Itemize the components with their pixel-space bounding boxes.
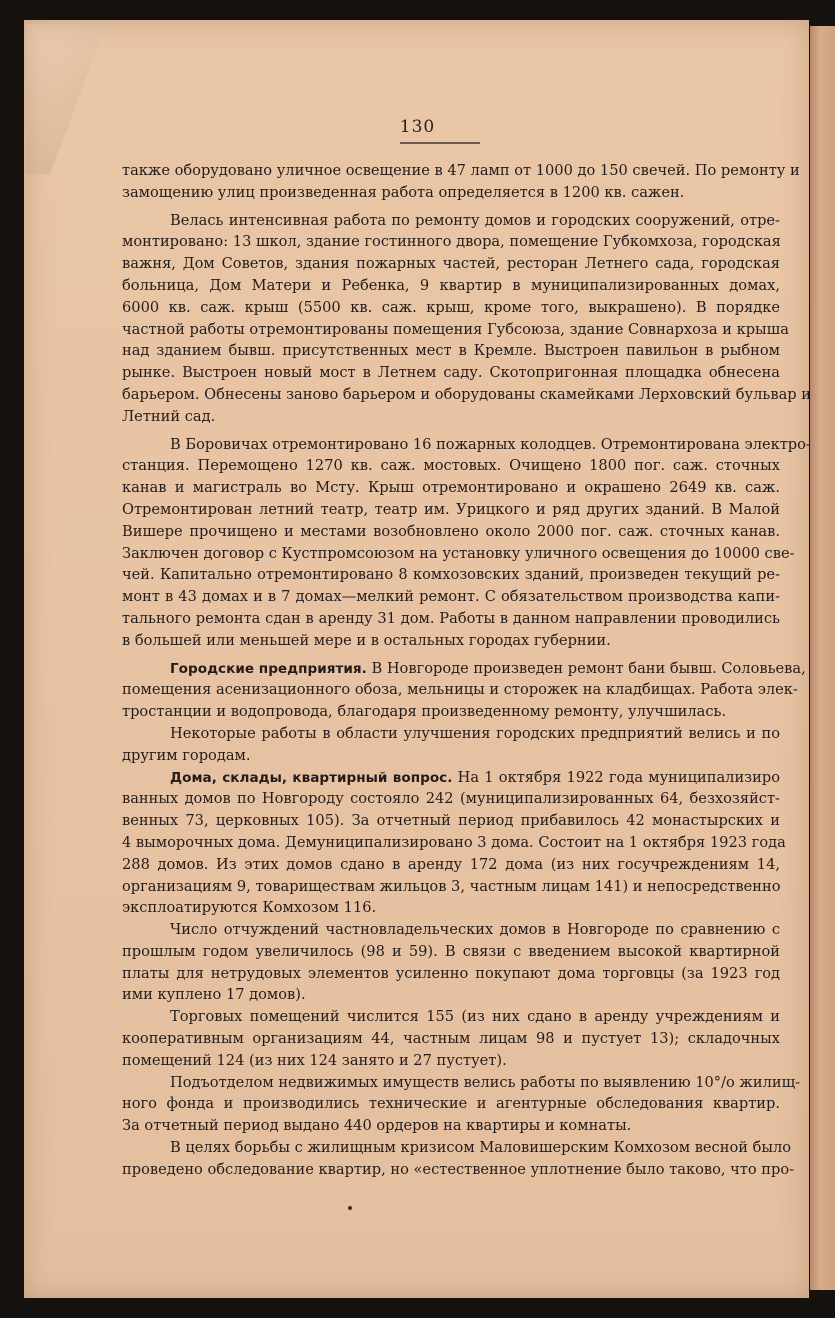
line-text: ного фонда и производились технические и агентурные обследования квартир. <box>122 1095 780 1113</box>
text-line <box>122 723 780 745</box>
line-text: над зданием бывш. присутственных мест в Кремле. Выстроен павильон в рыбном <box>122 342 780 360</box>
line-text: Торговых помещений числится 155 (из них сдано в аренду учреждениям и <box>170 1008 780 1026</box>
text-line <box>122 406 780 428</box>
text-line <box>122 810 780 832</box>
line-text: Велась интенсивная работа по ремонту домов и городских сооружений, отре- <box>170 211 780 229</box>
line-text: эксплоатируются Комхозом 116. <box>122 899 377 917</box>
line-text: За отчетный период выдано 440 ордеров на квартиры и комнаты. <box>122 1117 632 1135</box>
line-text: в большей или меньшей мере и в остальных городах губернии. <box>122 631 611 649</box>
text-line <box>122 231 780 253</box>
line-text: Подъотделом недвижимых имуществ велись работы по выявлению 10°/о жилищ- <box>170 1073 801 1091</box>
next-page-edge <box>810 26 835 1290</box>
text-line <box>122 434 811 456</box>
line-text: барьером. Обнесены заново барьером и оборудованы скамейками Лерховский бульвар и <box>122 385 811 403</box>
text-line <box>122 876 780 898</box>
text-line <box>122 630 780 652</box>
ink-dot <box>348 1206 352 1210</box>
page-number: 130 <box>399 117 436 137</box>
line-text: монтировано: 13 школ, здание гостинного двора, помещение Губкомхоза, городская <box>122 233 781 251</box>
line-text: также оборудовано уличное освещение в 47 ламп от 1000 до 150 свечей. По ремонту и <box>122 162 800 179</box>
section-heading: Дома, склады, квартирный вопрос. <box>170 769 453 786</box>
line-text: помещений 124 (из них 124 занято и 27 пустует). <box>122 1051 507 1069</box>
line-text: организациям 9, товариществам жильцов 3, частным лицам 141) и непосредственно <box>122 877 781 895</box>
text-line <box>122 160 800 182</box>
text-line <box>122 745 780 767</box>
text-line <box>122 1072 801 1094</box>
paragraph <box>122 658 806 723</box>
line-text: На 1 октября 1922 года муниципализиро <box>452 768 780 786</box>
line-text: важня, Дом Советов, здания пожарных частей, ресторан Летнего сада, городская <box>122 255 780 273</box>
line-text: В Новгороде произведен ремонт бани бывш. Соловьева, <box>366 659 806 677</box>
text-line <box>122 679 798 701</box>
text-line <box>122 499 780 521</box>
line-text: Вишере прочищено и местами возобновлено около 2000 пог. саж. сточных канав. <box>122 522 780 540</box>
line-text: прошлым годом увеличилось (98 и 59). В связи с введением высокой квартирной <box>122 942 780 960</box>
paragraph <box>122 210 811 428</box>
line-text: 4 выморочных дома. Демуниципализировано 3 дома. Состоит на 1 октября 1923 года <box>122 833 786 851</box>
text-line <box>122 984 780 1006</box>
line-text: 6000 кв. саж. крыш (5500 кв. саж. крыш, кроме того, выкрашено). В порядке <box>122 298 780 316</box>
text-line <box>122 919 780 941</box>
text-line <box>122 275 780 297</box>
section-heading: Городские предприятия. <box>170 660 367 677</box>
body-text <box>122 160 811 1181</box>
text-line <box>122 1115 780 1137</box>
line-text: тростанции и водопровода, благодаря произведенному ремонту, улучшилась. <box>122 703 727 721</box>
text-line <box>122 297 780 319</box>
text-line <box>122 253 780 275</box>
line-text: Летний сад. <box>122 407 216 425</box>
line-text: В целях борьбы с жилищным кризисом Маловишерским Комхозом весной было <box>170 1139 792 1157</box>
paragraph <box>122 919 780 1006</box>
text-line <box>122 832 786 854</box>
text-line <box>122 182 780 204</box>
text-line <box>122 564 780 586</box>
line-text: Отремонтирован летний театр, театр им. Урицкого и ряд других зданий. В Малой <box>122 500 780 518</box>
text-line <box>122 210 780 232</box>
paragraph <box>122 160 800 204</box>
text-line <box>122 384 811 406</box>
text-line <box>122 1137 792 1159</box>
paragraph <box>122 767 786 920</box>
line-text: платы для нетрудовых элементов усиленно покупают дома торговцы (за 1923 год <box>122 964 780 982</box>
line-text: 288 домов. Из этих домов сдано в аренду 172 дома (из них госучреждениям 14, <box>122 855 780 873</box>
line-text: чей. Капитально отремонтировано 8 комхозовских зданий, произведен текущий ре- <box>122 566 780 584</box>
text-line <box>122 854 780 876</box>
text-line <box>122 897 780 919</box>
paragraph <box>122 723 780 767</box>
page-number-underline <box>400 142 480 144</box>
line-text: кооперативным организациям 44, частным лицам 98 и пустует 13); складочных <box>122 1030 780 1048</box>
text-line <box>122 362 780 384</box>
line-text: другим городам. <box>122 746 251 764</box>
line-text: рынке. Выстроен новый мост в Летнем саду. Скотопригонная площадка обнесена <box>122 364 780 382</box>
text-line <box>122 658 806 680</box>
text-line <box>122 1159 795 1181</box>
line-text: больница, Дом Матери и Ребенка, 9 квартир в муниципализированных домах, <box>122 276 780 294</box>
line-text: станция. Перемощено 1270 кв. саж. мостовых. Очищено 1800 пог. саж. сточных <box>122 457 780 475</box>
text-line <box>122 477 780 499</box>
paragraph <box>122 434 811 652</box>
line-text: ими куплено 17 домов). <box>122 986 306 1004</box>
text-line <box>122 340 780 362</box>
text-line <box>122 608 780 630</box>
line-text: монт в 43 домах и в 7 домах—мелкий ремонт. С обязательством производства капи- <box>122 588 780 606</box>
paragraph <box>122 1137 795 1181</box>
line-text: Некоторые работы в области улучшения городских предприятий велись и по <box>170 724 780 742</box>
text-line <box>122 788 780 810</box>
text-line <box>122 319 789 341</box>
text-line <box>122 1006 780 1028</box>
paragraph <box>122 1072 801 1137</box>
text-line <box>122 586 780 608</box>
text-line <box>122 963 780 985</box>
text-line <box>122 521 780 543</box>
line-text: тального ремонта сдан в аренду 31 дом. Работы в данном направлении проводились <box>122 609 780 627</box>
line-text: Число отчуждений частновладельческих домов в Новгороде по сравнению с <box>170 921 780 939</box>
line-text: ванных домов по Новгороду состояло 242 (муниципализированных 64, безхозяйст- <box>122 790 780 808</box>
line-text: замощению улиц произведенная работа определяется в 1200 кв. сажен. <box>122 183 685 201</box>
line-text: Заключен договор с Кустпромсоюзом на установку уличного освещения до 10000 све- <box>122 544 795 562</box>
paragraph <box>122 1006 780 1071</box>
text-line <box>122 941 780 963</box>
line-text: В Боровичах отремонтировано 16 пожарных колодцев. Отремонтирована электро- <box>170 435 811 453</box>
text-line <box>122 455 780 477</box>
text-line <box>122 1050 780 1072</box>
line-text: проведено обследование квартир, но «естественное уплотнение было таково, что про- <box>122 1160 795 1178</box>
text-line <box>122 1028 780 1050</box>
text-line <box>122 1093 780 1115</box>
line-text: помещения асенизационного обоза, мельницы и сторожек на кладбищах. Работа элек- <box>122 681 798 699</box>
text-line <box>122 767 780 789</box>
text-line <box>122 543 795 565</box>
line-text: канав и магистраль во Мсту. Крыш отремонтировано и окрашено 2649 кв. саж. <box>122 479 780 497</box>
text-line <box>122 701 780 723</box>
line-text: венных 73, церковных 105). За отчетный период прибавилось 42 монастырских и <box>122 812 780 830</box>
line-text: частной работы отремонтированы помещения Губсоюза, здание Совнархоза и крыша <box>122 320 789 338</box>
